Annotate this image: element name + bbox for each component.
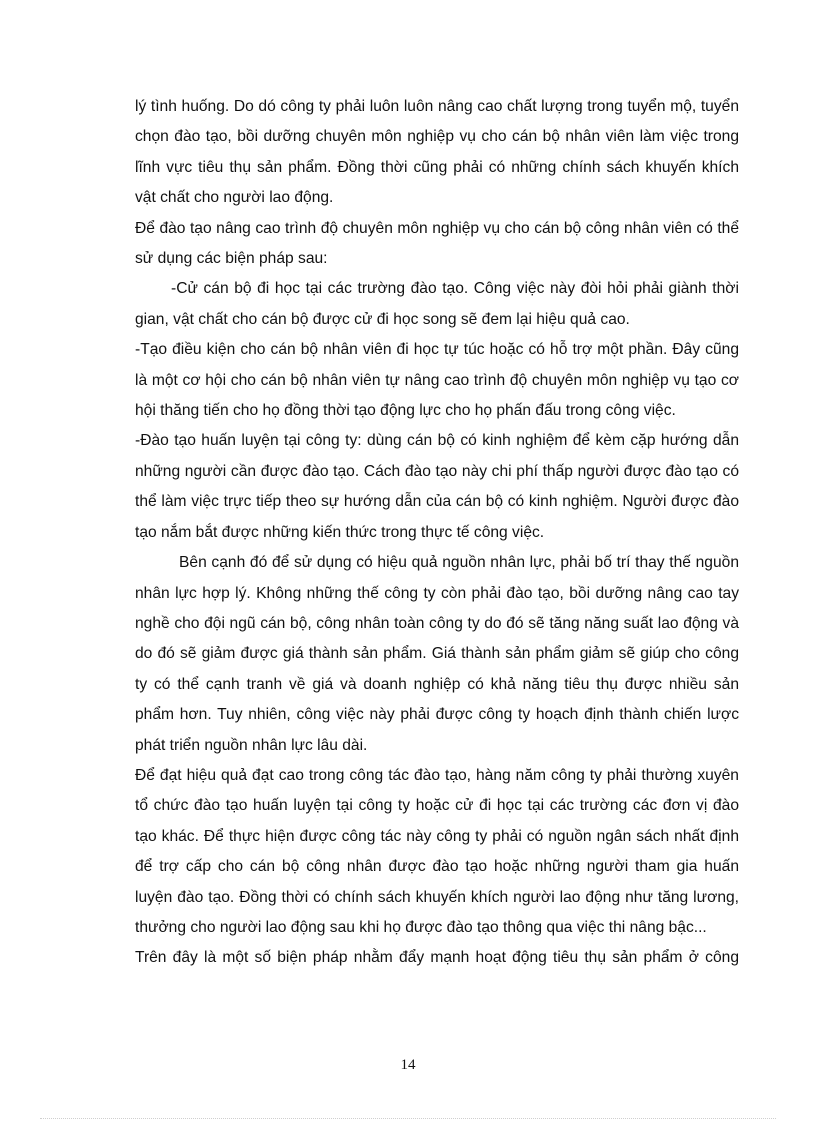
paragraph-1: lý tình huống. Do dó công ty phải luôn luôn nâng cao chất lượng trong tuyển mộ, tuyển chọn đào tạo, bồi dưỡng chuyên môn nghiệp vụ cho cán bộ nhân viên làm việc trong lĩnh vực tiêu thụ sản phẩm. Đồng thời cũng phải có những chính sách khuyến khích vật chất cho người lao động. — [135, 98, 739, 207]
paragraph-6: Bên cạnh đó để sử dụng có hiệu quả nguồn nhân lực, phải bố trí thay thế nguồn nhân lực hợp lý. Không những thế công ty còn phải đào tạo, bồi dưỡng nâng cao tay nghề cho đội ngũ cán bộ, công nhân toàn công ty do đó sẽ tăng năng suất lao động và do đó sẽ giảm được giá thành sản phẩm. Giá thành sản phẩm giảm sẽ giúp cho công ty có thể cạnh tranh về giá và doanh nghiệp có khả năng tiêu thụ được nhiều sản phẩm hơn. Tuy nhiên, công việc này phải được công ty hoạch định thành chiến lược phát triển nguồn nhân lực lâu dài. — [135, 554, 739, 754]
paragraph-5: -Đào tạo huấn luyện tại công ty: dùng cán bộ có kinh nghiệm để kèm cặp hướng dẫn những người cần được đào tạo. Cách đào tạo này chi phí thấp người được đào tạo có thể làm việc trực tiếp theo sự hướng dẫn của cán bộ có kinh nghiệm. Người được đào tạo nắm bắt được những kiến thức trong thực tế công việc. — [135, 432, 739, 541]
body-text — [135, 92, 739, 974]
paragraph-8: Trên đây là một số biện pháp nhằm đẩy mạnh hoạt động tiêu thụ sản phẩm ở công — [135, 949, 739, 967]
paragraph-7: Để đạt hiệu quả đạt cao trong công tác đào tạo, hàng năm công ty phải thường xuyên tổ chức đào tạo huấn luyện tại công ty hoặc cử đi học tại các trường các đơn vị đào tạo khác. Để thực hiện được công tác này công ty phải có nguồn ngân sách nhất định để trợ cấp cho cán bộ công nhân được đào tạo hoặc những người tham gia huấn luyện đào tạo. Đồng thời có chính sách khuyến khích người lao động như tăng lương, thưởng cho người lao động sau khi họ được đào tạo thông qua việc thi nâng bậc... — [135, 766, 739, 936]
paragraph-2: Để đào tạo nâng cao trình độ chuyên môn nghiệp vụ cho cán bộ công nhân viên có thể sử dụng các biện pháp sau: — [135, 219, 739, 268]
page-number: 14 — [400, 1057, 416, 1073]
paragraph-4: -Tạo điều kiện cho cán bộ nhân viên đi học tự túc hoặc có hỗ trợ một phần. Đây cũng là một cơ hội cho cán bộ nhân viên tự nâng cao trình độ chuyên môn nghiệp vụ tạo cơ hội thăng tiến cho họ đồng thời tạo động lực cho họ phấn đấu trong công việc. — [135, 341, 739, 420]
bottom-divider — [40, 1118, 776, 1119]
paragraph-3: -Cử cán bộ đi học tại các trường đào tạo. Công việc này đòi hỏi phải giành thời gian, vật chất cho cán bộ được cử đi học song sẽ đem lại hiệu quả cao. — [135, 280, 739, 328]
